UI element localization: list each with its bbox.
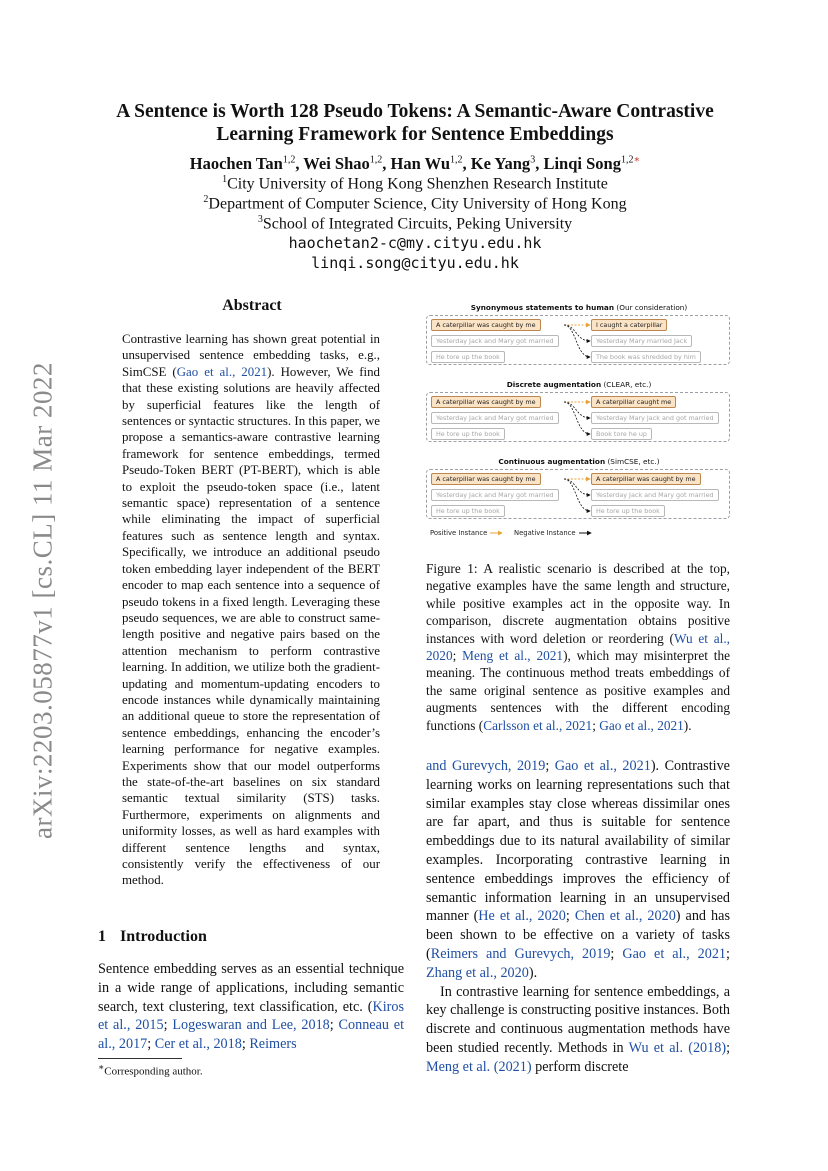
panel-heading-bold: Synonymous statements to human	[470, 303, 615, 312]
negative-sentence: The book was shredded by him	[591, 351, 701, 363]
citation-link[interactable]: Wu et al. (2018)	[628, 1039, 727, 1056]
title-line-1: A Sentence is Worth 128 Pseudo Tokens: A Semantic-Aware Contrastive	[116, 101, 714, 122]
positive-sentence: A caterpillar was caught by me	[591, 473, 701, 485]
citation-link[interactable]: Wu et al., 2020	[426, 630, 730, 664]
author-name: Ke Yang	[470, 154, 531, 173]
affil-text: School of Integrated Circuits, Peking University	[262, 215, 573, 233]
citation-link[interactable]: Cer et al., 2018	[154, 1036, 242, 1053]
legend-label: Positive Instance	[430, 529, 488, 537]
citation-link[interactable]: Gao et al., 2021	[554, 758, 651, 774]
author-affil-mark	[621, 155, 640, 166]
anchor-sentence: A caterpillar was caught by me	[431, 396, 541, 408]
author-affil-mark: 3	[530, 154, 536, 166]
panel-heading	[426, 457, 732, 466]
author-name: Wei Shao	[303, 154, 370, 173]
caption-text: Figure 1: A realistic scenario is described at the top, negative examples have the same length and structure, while positive examples act in the opposite way. In comparison, discrete augmentation obtains positive instances with word deletion or reordering (	[426, 561, 730, 646]
footnote-divider	[98, 1058, 182, 1059]
citation-link[interactable]: Reimers	[249, 1036, 297, 1053]
author-name: Han Wu	[390, 154, 450, 173]
author-name: Linqi Song	[543, 154, 621, 173]
figure-1	[426, 300, 732, 545]
legend-label: Negative Instance	[514, 529, 576, 537]
body-text: perform discrete	[531, 1058, 629, 1075]
instance-arrows	[562, 473, 592, 519]
right-column-body	[426, 757, 730, 1077]
citation-link[interactable]: Chen et al., 2020	[574, 908, 676, 925]
positive-sentence: A caterpillar caught me	[591, 396, 676, 408]
sentence-chip: He tore up the book	[431, 505, 505, 517]
affiliation-2	[60, 194, 770, 213]
author-affil-mark: 1,2	[282, 154, 296, 166]
author-affil-mark: 1,2	[450, 154, 463, 166]
paper-title	[60, 100, 770, 146]
author-separator: ,	[295, 154, 304, 173]
panel-heading-bold: Continuous augmentation	[498, 457, 606, 466]
negative-sentence: Yesterday Mary married Jack	[591, 335, 692, 347]
negative-sentence: He tore up the book	[591, 505, 665, 517]
citation-link[interactable]: Zhang et al., 2020	[426, 964, 529, 981]
instance-arrows	[562, 319, 592, 365]
citation-link[interactable]: Carlsson et al., 2021	[483, 717, 593, 733]
citation-link[interactable]: Reimers and Gurevych, 2019	[430, 945, 611, 962]
footnote	[98, 1062, 203, 1078]
anchor-sentence: A caterpillar was caught by me	[431, 319, 541, 331]
citation-link[interactable]: Gao et al., 2021	[622, 945, 727, 962]
citation-link[interactable]: Meng et al. (2021)	[426, 1058, 532, 1075]
citation-link[interactable]: Meng et al., 2021	[462, 648, 564, 664]
legend-negative	[514, 529, 594, 537]
citation-link[interactable]: and Gurevych, 2019	[426, 758, 546, 774]
arxiv-identifier[interactable]: arXiv:2203.05877v1 [cs.CL] 11 Mar 2022	[27, 362, 58, 839]
section-heading	[98, 928, 207, 946]
abstract-text: Contrastive learning has shown great potential in unsupervised sentence embedding tasks, e.g., SimCSE (	[122, 332, 380, 379]
email-1[interactable]: haochetan2-c@my.cityu.edu.hk	[288, 234, 542, 252]
footnote-mark: ∗	[98, 1062, 105, 1072]
abstract-text: ). However, We find that these existing solutions are heavily affected by superficial features like the length of sentences or syntactic structures. In this paper, we propose a semantics-aware contrastive learning framework for sentence embeddings, termed Pseudo-Token BERT (PT-BERT), which is able to exploit the pseudo-token space (i.e., latent semantic space) representation of a sentence while eliminating the impact of superficial features such as sentence length and syntax. Specifically, we introduce an additional pseudo token embedding layer independent of the BERT encoder to map each sentence into a sequence of pseudo tokens in a fixed length. Leveraging these pseudo sequences, we are able to construct same-length positive and negative pairs based on the attention mechanism to perform contrastive learning. In addition, we utilize both the gradient-updating and momentum-updating encoders to encode instances while dynamically maintaining an additional queue to store the representation of sentence embeddings, enhancing the encoder’s learning performance for negative examples. Experiments show that our model outperforms the state-of-the-art baselines on six standard semantic textual similarity (STS) tasks. Furthermore, experiments on alignments and uniformity losses, as well as hard examples with different sentence lengths and syntax, consistently verify the effectiveness of our method.	[122, 364, 380, 888]
positive-sentence: I caught a caterpillar	[591, 319, 667, 331]
citation-link[interactable]: He et al., 2020	[478, 908, 566, 925]
anchor-sentence: A caterpillar was caught by me	[431, 473, 541, 485]
author-affil-mark: 1,2	[369, 154, 383, 166]
affil-number: 3	[257, 214, 263, 225]
sentence-chip: He tore up the book	[431, 428, 505, 440]
author-separator: ,	[382, 154, 391, 173]
panel-heading-rest: (CLEAR, etc.)	[601, 380, 652, 389]
citation-link[interactable]: Conneau et al., 2017	[98, 1017, 405, 1053]
body-text: ). Contrastive learning works on learning representations such that similar examples stay close whereas dissimilar ones are far apart, and thus is suitable for sentence embeddings due to its natural availability of similar examples. Incorporating contrastive learning in sentence embeddings improves the efficiency of semantic information learning in an unsupervised manner (	[426, 758, 730, 925]
abstract-body	[122, 331, 380, 889]
sentence-chip: Yesterday Jack and Mary got married	[431, 412, 559, 424]
email-2[interactable]: linqi.song@cityu.edu.hk	[311, 254, 519, 272]
body-text: ).	[528, 964, 538, 981]
section-title: Introduction	[120, 928, 207, 945]
sentence-chip: Yesterday Jack and Mary got married	[431, 489, 559, 501]
panel-heading	[426, 303, 732, 312]
affil-number: 1	[222, 174, 228, 185]
citation-link[interactable]: Gao et al., 2021	[599, 717, 684, 733]
affil-text: Department of Computer Science, City University of Hong Kong	[208, 195, 627, 213]
caption-text: ), which may misinterpret the meaning. The continuous method treats embeddings of the same original sentence as positive examples and augments sentences with the different encoding functions (	[426, 648, 730, 733]
section-number: 1	[98, 928, 106, 945]
body-text: In contrastive learning for sentence embeddings, a key challenge is constructing positive instances. Both discrete and continuous augmentation methods have been studied recently. Methods in	[426, 983, 730, 1056]
author-name: Haochen Tan	[189, 154, 283, 173]
legend-positive	[430, 529, 505, 537]
panel-heading-rest: (SimCSE, etc.)	[605, 457, 660, 466]
intro-paragraph: Sentence embedding serves as an essential technique in a wide range of applications, including semantic search, text clustering, text classification, etc. (Kiros et al., 2015; Logeswaran and Lee, 2018; Conneau et al., 2017; Cer et al., 2018; Reimers	[98, 961, 405, 1053]
footnote-text: Corresponding author.	[104, 1065, 203, 1078]
positive-arrow-icon	[489, 530, 505, 536]
corresponding-mark[interactable]: ∗	[633, 154, 641, 166]
sentence-chip: Yesterday Jack and Mary got married	[431, 335, 559, 347]
paragraph: and Gurevych, 2019; Gao et al., 2021). Contrastive learning works on learning representations such that similar examples stay close whereas dissimilar ones are far apart, and thus is suitable for sentence embeddings due to its natural availability of similar examples. Incorporating contrastive learning in sentence embeddings improves the efficiency of semantic information learning in an unsupervised manner (He et al., 2020; Chen et al., 2020) and has been shown to be effective on a variety of tasks (Reimers and Gurevych, 2019; Gao et al., 2021; Zhang et al., 2020).	[426, 758, 730, 981]
paragraph: In contrastive learning for sentence embeddings, a key challenge is constructing positive instances. Both discrete and continuous augmentation methods have been studied recently. Methods in Wu et al. (2018); Meng et al. (2021) perform discrete	[426, 983, 731, 1075]
title-line-2: Learning Framework for Sentence Embeddings	[216, 124, 614, 145]
author-list	[60, 154, 770, 174]
affil-number: 1,2	[620, 154, 634, 166]
author-separator: ,	[535, 154, 544, 173]
negative-sentence: Yesterday Mary Jack and got married	[591, 412, 719, 424]
citation-link[interactable]: Gao et al., 2021	[176, 364, 268, 379]
affil-text: City University of Hong Kong Shenzhen Research Institute	[227, 175, 608, 193]
body-text: ) and has been shown to be effective on a variety of tasks (	[426, 908, 730, 962]
citation-link[interactable]: Logeswaran and Lee, 2018	[172, 1017, 330, 1034]
negative-arrow-icon	[578, 530, 594, 536]
citation-link[interactable]: Kiros et al., 2015	[98, 998, 404, 1034]
panel-heading-rest: (Our consideration)	[614, 303, 688, 312]
affiliation-3	[60, 214, 770, 233]
figure-caption: Figure 1: A realistic scenario is described at the top, negative examples have the same length and structure, while positive examples act in the opposite way. In comparison, discrete augmentation obtains positive instances with word deletion or reordering (Wu et al., 2020; Meng et al., 2021), which may misinterpret the meaning. The continuous method treats embeddings of the same original sentence as positive examples and augments sentences with the different encoding functions (Carlsson et al., 2021; Gao et al., 2021).	[426, 561, 730, 733]
author-separator: ,	[462, 154, 471, 173]
affil-number: 2	[203, 194, 209, 205]
affiliation-1	[60, 174, 770, 193]
negative-sentence: Yesterday Jack and Mary got married	[591, 489, 719, 501]
panel-heading	[426, 380, 732, 389]
instance-arrows	[562, 396, 592, 442]
sentence-chip: He tore up the book	[431, 351, 505, 363]
abstract-heading: Abstract	[222, 297, 282, 314]
panel-heading-bold: Discrete augmentation	[506, 380, 602, 389]
negative-sentence: Book tore he up	[591, 428, 652, 440]
body-text: Sentence embedding serves as an essential technique in a wide range of applications, including semantic search, text clustering, text classification, etc. (	[98, 961, 404, 1015]
caption-text: ).	[683, 717, 692, 733]
